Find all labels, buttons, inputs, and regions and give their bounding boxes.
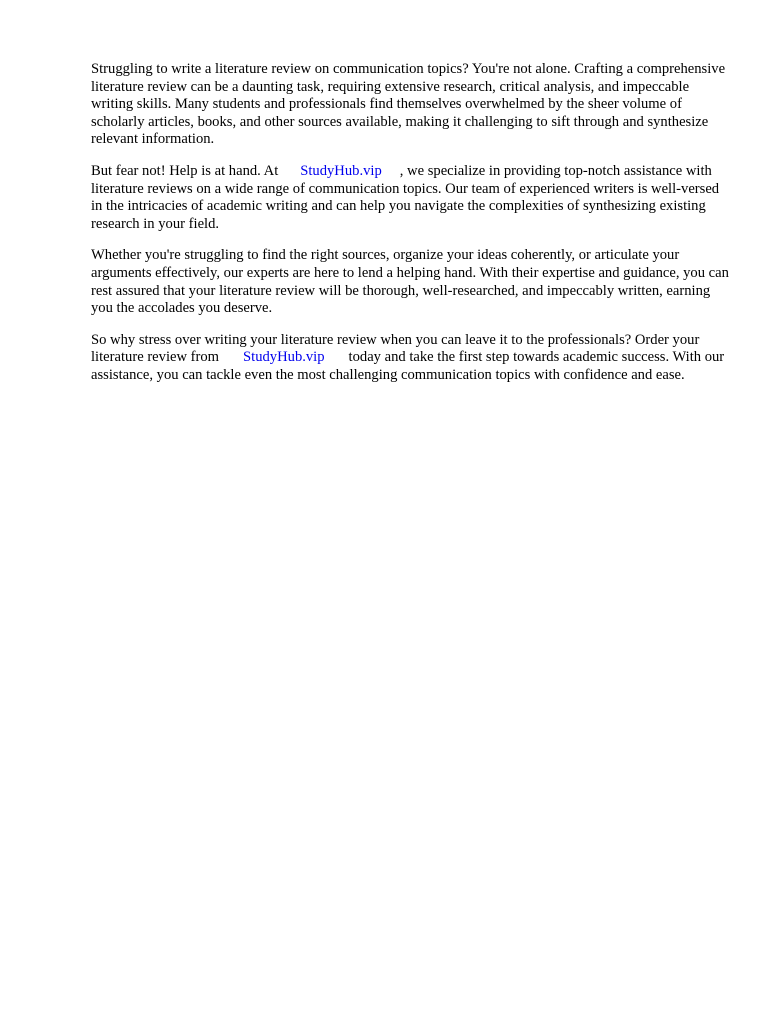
paragraph-experts: Whether you're struggling to find the right sources, organize your ideas coherently, or articulate your arguments effectively, our experts are here to lend a helping hand. With their expertise and guidance, you can rest assured that your literature review will be thorough, well-researched, and impeccably written, earning you the accolades you deserve. [91, 247, 729, 317]
paragraph-help-before: But fear not! Help is at hand. At [91, 162, 279, 179]
paragraph-intro: Struggling to write a literature review on communication topics? You're not alone. Crafting a comprehensive literature review can be a daunting task, requiring extensive research, critical analysis, and impeccable writing skills. Many students and professionals find themselves overwhelmed by the sheer volume of scholarly articles, books, and other sources available, making it challenging to sift through and synthesize relevant information. [91, 61, 726, 148]
paragraph-order [91, 332, 731, 385]
studyhub-link-order[interactable]: StudyHub.vip [243, 349, 325, 366]
document-body [91, 61, 731, 399]
studyhub-link[interactable]: StudyHub.vip [300, 162, 382, 179]
paragraph-order-before: So why stress over writing your literature review when you can leave it to the professionals? Order your literature review from [91, 331, 700, 366]
paragraph-help [91, 163, 731, 233]
paragraph-order-after: today and take the first step towards academic success. With our assistance, you can tackle even the most challenging communication topics with confidence and ease. [91, 349, 725, 383]
paragraph-help-after: , we specialize in providing top-notch assistance with literature reviews on a wide range of communication topics. Our team of experienced writers is well-versed in the intricacies of academic writing and can help you navigate the complexities of synthesizing existing research in your field. [91, 162, 720, 232]
